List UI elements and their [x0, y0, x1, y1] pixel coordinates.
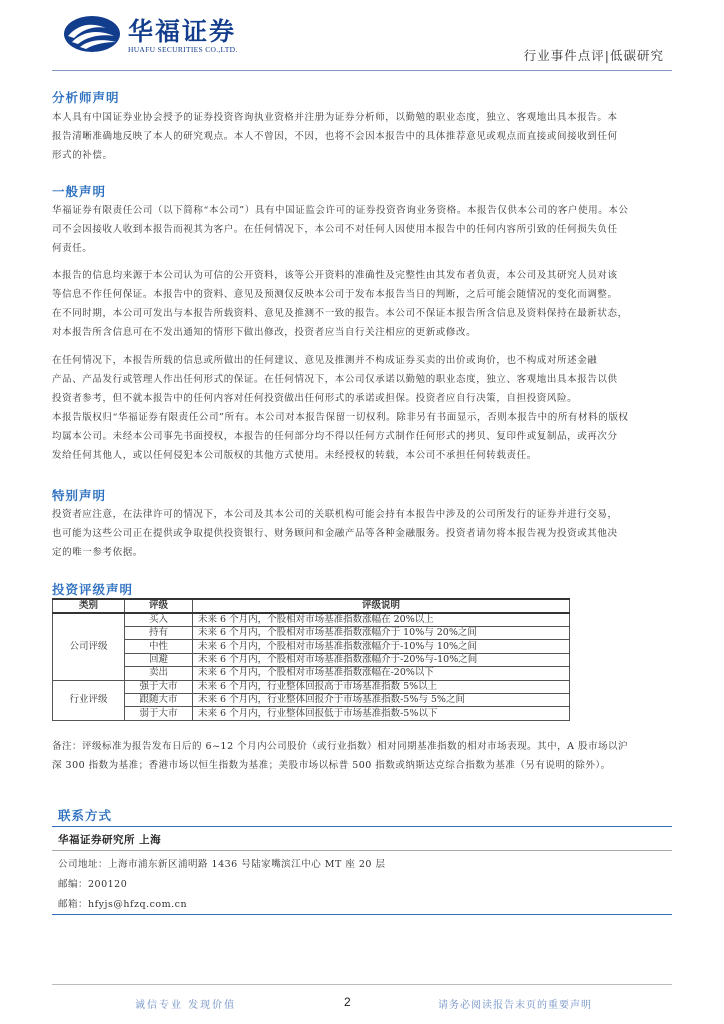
text-line: 在不同时期，本公司可发出与本报告所载资料、意见及推测不一致的报告。本公司不保证本报告所含信息及资料保持在最新状态， — [52, 308, 628, 319]
rating-grade: 买入 — [125, 613, 193, 627]
rating-description: 未来 6 个月内，个股相对市场基准指数涨幅在-20%以下 — [193, 667, 570, 680]
rating-grade: 卖出 — [125, 667, 193, 680]
rating-statement-title: 投资评级声明 — [52, 582, 134, 597]
contact-title: 联系方式 — [58, 808, 113, 823]
table-row — [53, 640, 570, 653]
table-header-row — [53, 599, 570, 613]
table-row — [53, 667, 570, 680]
analyst-statement-title: 分析师声明 — [52, 90, 120, 105]
rating-grade: 中性 — [125, 640, 193, 653]
text-line: 报告清晰准确地反映了本人的研究观点。本人不曾因，不因，也将不会因本报告中的具体推荐意见或观点而直接或间接收到任何 — [52, 131, 618, 142]
table-row — [53, 693, 570, 706]
contact-divider-bottom — [52, 914, 672, 915]
text-line: 深 300 指数为基准；香港市场以恒生指数为基准；美股市场以标普 500 指数或纳斯达克综合指数为基准（另有说明的除外）。 — [52, 760, 611, 771]
table-row — [53, 707, 570, 720]
rating-description: 未来 6 个月内，个股相对市场基准指数涨幅介于-20%与-10%之间 — [193, 653, 570, 666]
text-line: 投资者应注意，在法律许可的情况下，本公司及其本公司的关联机构可能会持有本报告中涉及的公司所发行的证券并进行交易， — [52, 509, 618, 520]
contact-organization: 华福证券研究所 上海 — [58, 834, 162, 846]
table-header-cell: 评级说明 — [193, 599, 570, 613]
text-line: 在任何情况下，本报告所载的信息或所做出的任何建议、意见及推测并不构成证券买卖的出价或询价，也不构成对所述金融 — [52, 355, 598, 366]
page-header — [0, 0, 724, 92]
text-line: 等信息不作任何保证。本报告中的资料、意见及预测仅反映本公司于发布本报告当日的判断，之后可能会随情况的变化而调整。 — [52, 289, 618, 300]
text-line: 产品、产品发行或管理人作出任何形式的保证。在任何情况下，本公司仅承诺以勤勉的职业态度，独立、客观地出具本报告以供 — [52, 374, 618, 385]
footer-disclaimer-note: 请务必阅读报告末页的重要声明 — [438, 1000, 592, 1011]
company-logo — [62, 12, 252, 56]
rating-grade: 跟随大市 — [125, 693, 193, 706]
page-number: 2 — [344, 995, 351, 1009]
text-line: 本人具有中国证券业协会授予的证券投资咨询执业资格并注册为证券分析师，以勤勉的职业态度，独立、客观地出具本报告。本 — [52, 112, 618, 123]
rating-grade: 持有 — [125, 627, 193, 640]
rating-grade: 强于大市 — [125, 680, 193, 693]
text-line: 发给任何其他人，或以任何侵犯本公司版权的其他方式使用。未经授权的转载，本公司不承担任何转载责任。 — [52, 450, 537, 461]
table-row — [53, 653, 570, 666]
text-line: 投资者参考，但不就本报告中的任何内容对任何投资做出任何形式的承诺或担保。投资者应自行决策，自担投资风险。 — [52, 393, 578, 404]
contact-postcode: 邮编：200120 — [58, 879, 128, 890]
rating-grade: 回避 — [125, 653, 193, 666]
rating-description: 未来 6 个月内，个股相对市场基准指数涨幅介于 10%与 20%之间 — [193, 627, 570, 640]
special-statement-text — [52, 505, 674, 562]
text-line: 也可能为这些公司正在提供或争取提供投资银行、财务顾问和金融产品等各种金融服务。投资者请勿将本报告视为投资或其他决 — [52, 528, 618, 539]
text-line: 本报告的信息均来源于本公司认为可信的公开资料，该等公开资料的准确性及完整性由其发布者负责，本公司及其研究人员对该 — [52, 270, 618, 281]
text-line: 本报告版权归“华福证券有限责任公司”所有。本公司对本报告保留一切权利。除非另有书面显示，否则本报告中的所有材料的版权 — [52, 412, 629, 423]
table-header-cell: 类别 — [53, 599, 125, 613]
text-line: 对本报告所含信息可在不发出通知的情形下做出修改，投资者应当自行关注相应的更新或修改。 — [52, 327, 477, 338]
table-row — [53, 627, 570, 640]
text-line: 形式的补偿。 — [52, 150, 113, 161]
logo-chinese-name: 华福证券 — [128, 17, 237, 46]
contact-email[interactable]: 邮箱：hfyjs@hfzq.com.cn — [58, 899, 188, 910]
rating-description: 未来 6 个月内，行业整体回报高于市场基准指数 5%以上 — [193, 680, 570, 693]
general-statement-para-1 — [52, 201, 674, 258]
text-line: 定的唯一参考依据。 — [52, 547, 143, 558]
rating-description: 未来 6 个月内，个股相对市场基准指数涨幅介于-10%与 10%之间 — [193, 640, 570, 653]
rating-description: 未来 6 个月内，行业整体回报低于市场基准指数-5%以下 — [193, 707, 570, 720]
logo-english-name: HUAFU SECURITIES CO.,LTD. — [128, 45, 238, 54]
industry-rating-category: 行业评级 — [53, 680, 125, 720]
analyst-statement-text — [52, 108, 674, 165]
contact-address: 公司地址：上海市浦东新区浦明路 1436 号陆家嘴滨江中心 MT 座 20 层 — [58, 859, 386, 870]
header-divider — [52, 70, 672, 71]
rating-note — [52, 737, 674, 775]
report-type: 行业事件点评|低碳研究 — [523, 48, 664, 63]
general-statement-title: 一般声明 — [52, 184, 107, 199]
text-line: 备注：评级标准为报告发布日后的 6~12 个月内公司股价（或行业指数）相对同期基准指数的相对市场表现。其中，A 股市场以沪 — [52, 741, 629, 752]
contact-divider-middle — [52, 850, 672, 851]
table-header-cell: 评级 — [125, 599, 193, 613]
rating-description: 未来 6 个月内，个股相对市场基准指数涨幅在 20%以上 — [193, 613, 570, 627]
rating-description: 未来 6 个月内，行业整体回报介于市场基准指数-5%与 5%之间 — [193, 693, 570, 706]
table-row — [53, 613, 570, 627]
special-statement-title: 特别声明 — [52, 488, 107, 503]
general-statement-para-3 — [52, 351, 674, 465]
rating-table — [52, 598, 570, 721]
text-line: 何责任。 — [52, 243, 93, 254]
rating-grade: 弱于大市 — [125, 707, 193, 720]
text-line: 司不会因接收人收到本报告而视其为客户。在任何情况下，本公司不对任何人因使用本报告中的任何内容所引致的任何损失负任 — [52, 224, 618, 235]
table-row — [53, 680, 570, 693]
footer-slogan: 诚信专业 发现价值 — [135, 1000, 237, 1011]
company-rating-category: 公司评级 — [53, 613, 125, 680]
footer-divider — [52, 984, 672, 985]
contact-divider-top — [52, 826, 672, 827]
text-line: 均属本公司。未经本公司事先书面授权，本报告的任何部分均不得以任何方式制作任何形式的拷贝、复印件或复制品，或再次分 — [52, 431, 618, 442]
general-statement-para-2 — [52, 266, 674, 342]
text-line: 华福证券有限责任公司（以下简称“本公司”）具有中国证监会许可的证券投资咨询业务资格。本报告仅供本公司的客户使用。本公 — [52, 205, 629, 216]
huafu-logo-icon — [62, 14, 122, 54]
